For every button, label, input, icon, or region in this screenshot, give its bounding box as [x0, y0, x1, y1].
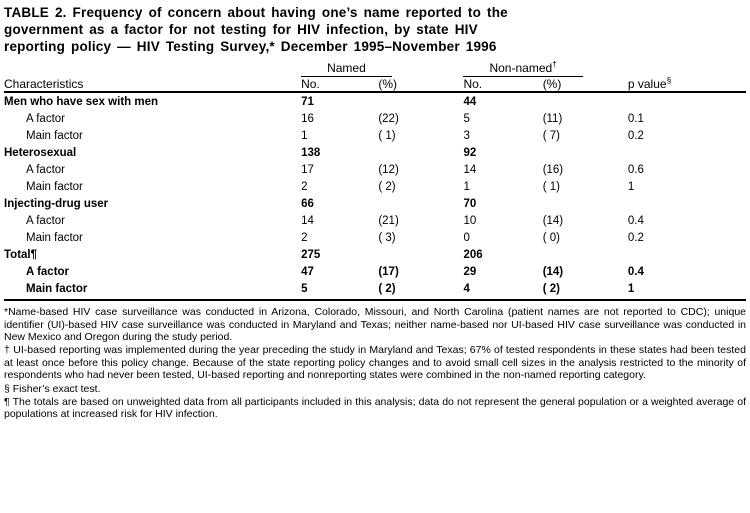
footnote-star: *Name-based HIV case surveillance was conducted in Arizona, Colorado, Missouri, and North Carolina (patient names are not reported to CDC); unique identifier (UI)-based HIV case surveillance was conducted in Maryland and Texas; neither name-based nor UI-based HIV case surveillance was conducted in New Mexico and Oregon during the study period. [4, 306, 746, 344]
cell-nonnamed-pct: ( 0) [542, 231, 560, 244]
cell-named-pct: ( 1) [378, 129, 396, 142]
cell-pvalue [628, 195, 746, 212]
table-row [4, 263, 746, 280]
cell-named-no: 2 [301, 180, 308, 193]
cell-named-no: 5 [301, 282, 308, 295]
cell-named-pct [378, 195, 463, 212]
col-nonnamed-no: No. [463, 77, 483, 91]
row-label: A factor [26, 265, 70, 278]
cell-named-no: 47 [301, 265, 314, 278]
cell-nonnamed-no: 1 [463, 180, 470, 193]
footnote-pilcrow: ¶ The totals are based on unweighted data from all participants included in this analysis; data do not represent the general population or a weighted average of populations at increased risk for HIV infection. [4, 395, 746, 421]
cell-named-no: 71 [301, 95, 314, 108]
cell-pvalue [628, 246, 746, 263]
cell-nonnamed-no: 206 [463, 248, 483, 261]
row-label: Main factor [26, 231, 83, 244]
group-header-nonnamed: Non-named† [463, 61, 627, 77]
cell-nonnamed-pct [543, 144, 628, 161]
row-label: A factor [26, 214, 65, 227]
cell-pvalue: 1 [627, 180, 635, 193]
cell-nonnamed-no: 29 [463, 265, 477, 278]
cell-nonnamed-pct: (11) [542, 112, 563, 125]
cell-nonnamed-no: 70 [463, 197, 477, 210]
cell-nonnamed-pct: ( 1) [542, 180, 560, 193]
group-header-named: Named [301, 61, 463, 77]
group-header-blank-2 [628, 61, 746, 77]
cell-nonnamed-pct: ( 2) [542, 282, 560, 295]
row-label: Main factor [26, 129, 83, 142]
cell-pvalue: 0.2 [627, 129, 644, 142]
cell-named-pct: ( 2) [378, 180, 396, 193]
cell-nonnamed-pct [543, 195, 628, 212]
table-row [4, 280, 746, 297]
cell-nonnamed-pct: (16) [542, 163, 564, 176]
page-title [4, 4, 746, 55]
table-row [4, 195, 746, 212]
cell-pvalue: 1 [627, 282, 635, 295]
col-characteristics: Characteristics [4, 77, 84, 91]
cell-pvalue: 0.4 [627, 214, 644, 227]
table-row [4, 144, 746, 161]
col-named-pct: (%) [378, 77, 397, 91]
cell-named-pct: (12) [378, 163, 399, 176]
row-label: Injecting-drug user [4, 197, 109, 210]
cell-named-pct [378, 92, 463, 110]
cell-nonnamed-no: 4 [463, 282, 470, 295]
cell-named-pct [378, 246, 463, 263]
col-pvalue: p value§ [627, 75, 672, 91]
row-label: Men who have sex with men [4, 95, 159, 108]
title-line-1: TABLE 2. Frequency of concern about having one’s name reported to the [4, 5, 508, 20]
table-row [4, 161, 746, 178]
table-row [4, 212, 746, 229]
cell-named-pct: ( 2) [378, 282, 396, 295]
cell-nonnamed-no: 44 [463, 95, 477, 108]
footnote-section: § Fisher’s exact test. [4, 382, 101, 395]
table-row [4, 178, 746, 195]
cell-pvalue [628, 144, 746, 161]
table-row [4, 127, 746, 144]
table-body [4, 92, 746, 297]
title-line-3: reporting policy — HIV Testing Survey,* December 1995–November 1996 [4, 39, 497, 54]
cell-nonnamed-no: 3 [463, 129, 470, 142]
pvalue-footnote-mark: § [666, 75, 672, 85]
cell-nonnamed-no: 92 [463, 146, 477, 159]
cell-named-no: 2 [301, 231, 308, 244]
col-nonnamed-pct: (%) [542, 77, 562, 91]
cell-nonnamed-pct: (14) [542, 214, 564, 227]
col-named-no: No. [301, 77, 320, 91]
row-label: A factor [26, 163, 65, 176]
table-row [4, 110, 746, 127]
cell-nonnamed-pct [543, 92, 628, 110]
cell-named-pct: (17) [378, 265, 399, 278]
cell-named-pct: (21) [378, 214, 399, 227]
cell-named-no: 16 [301, 112, 314, 125]
row-label: Total¶ [4, 248, 38, 261]
group-header-row [4, 61, 746, 77]
table-page [0, 4, 750, 513]
cell-named-no: 14 [301, 214, 314, 227]
cell-pvalue: 0.1 [627, 112, 644, 125]
cell-nonnamed-no: 0 [463, 231, 470, 244]
title-line-2: government as a factor for not testing for HIV infection, by state HIV [4, 22, 478, 37]
table-row [4, 229, 746, 246]
cell-nonnamed-pct: (14) [542, 265, 564, 278]
cell-named-no: 275 [301, 248, 321, 261]
row-label: A factor [26, 112, 65, 125]
cell-named-no: 66 [301, 197, 314, 210]
cell-named-no: 138 [301, 146, 321, 159]
cell-pvalue: 0.6 [627, 163, 644, 176]
cell-named-no: 17 [301, 163, 314, 176]
cell-named-pct: ( 3) [378, 231, 396, 244]
column-header-row [4, 77, 746, 92]
cell-nonnamed-no: 10 [463, 214, 477, 227]
table-row [4, 246, 746, 263]
footnote-dagger: † UI-based reporting was implemented during the year preceding the study in Maryland and Texas; 67% of tested respondents in these states had been tested at least once before this policy change. Because of the state reporting policy changes and to avoid small cell sizes in the analysis restricted to the minority of respondents who had never been tested, UI-based reporting and nonreporting states were combined in the non-named reporting category. [4, 344, 746, 382]
cell-pvalue [628, 92, 746, 110]
row-label: Heterosexual [4, 146, 77, 159]
cell-nonnamed-no: 5 [463, 112, 470, 125]
footnotes [4, 306, 746, 421]
cell-named-pct [378, 144, 463, 161]
table-row [4, 92, 746, 110]
group-header-blank [4, 61, 301, 77]
cell-named-no: 1 [301, 129, 308, 142]
row-label: Main factor [26, 180, 83, 193]
cell-nonnamed-no: 14 [463, 163, 477, 176]
cell-nonnamed-pct: ( 7) [542, 129, 560, 142]
row-label: Main factor [26, 282, 88, 295]
nonnamed-footnote-mark: † [552, 59, 557, 69]
cell-pvalue: 0.4 [627, 265, 644, 278]
data-table [4, 61, 746, 297]
cell-pvalue: 0.2 [627, 231, 644, 244]
cell-named-pct: (22) [378, 112, 399, 125]
cell-nonnamed-pct [543, 246, 628, 263]
table-bottom-rule [4, 299, 746, 301]
